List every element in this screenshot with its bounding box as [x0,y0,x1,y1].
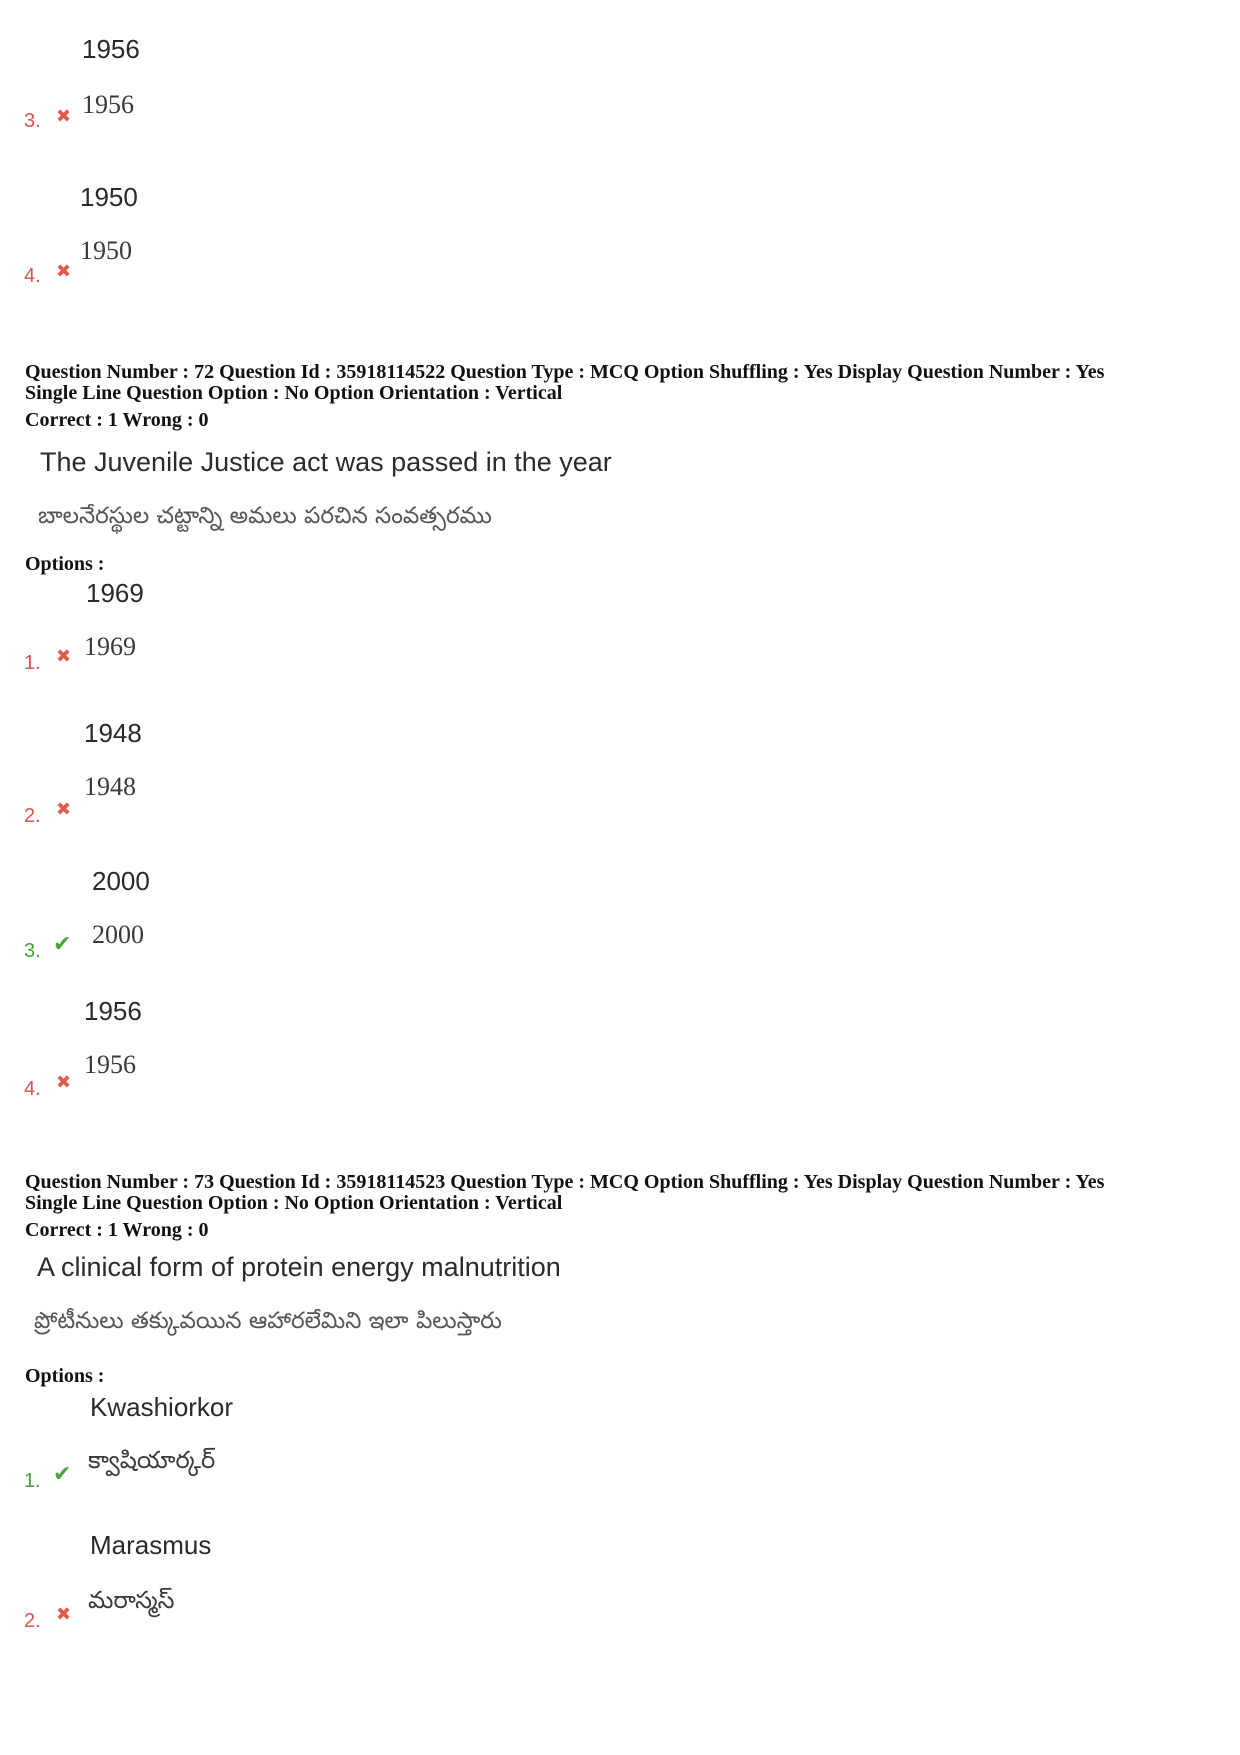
wrong-mark-icon: ✖ [56,646,72,667]
option-number: 4. [24,265,41,287]
question-meta-line-1: Question Number : 73 Question Id : 35918114523 Question Type : MCQ Option Shuffling : Yes Display Question Number : Yes [25,1171,1105,1193]
option-main-text: 1950 [80,182,138,212]
question-text-english: A clinical form of protein energy malnutrition [37,1252,561,1282]
wrong-mark-icon: ✖ [56,1604,72,1625]
option-number: 2. [24,805,41,827]
option-sub-text: 1969 [84,632,136,661]
question-text-telugu: ప్రోటీనులు తక్కువయిన ఆహారలేమిని ఇలా పిలుస్తారు [34,1308,502,1334]
option-main-text: Marasmus [90,1530,212,1560]
check-mark-icon: ✔ [53,1462,72,1487]
option-main-text: 1956 [82,34,140,64]
question-text-english: The Juvenile Justice act was passed in the year [40,447,612,477]
wrong-mark-icon: ✖ [56,1072,72,1093]
option-sub-text: 1956 [84,1050,136,1079]
option-sub-text: క్వాషియార్కర్ [88,1446,216,1474]
option-main-text: Kwashiorkor [90,1392,234,1422]
wrong-mark-icon: ✖ [56,106,72,127]
question-marks-line: Correct : 1 Wrong : 0 [25,409,209,431]
option-number: 4. [24,1078,41,1100]
option-number: 1. [24,652,41,674]
option-main-text: 1956 [84,996,142,1026]
options-label: Options : [25,553,105,575]
wrong-mark-icon: ✖ [56,261,72,282]
option-sub-text: 1956 [82,90,134,119]
option-main-text: 1969 [86,578,144,608]
option-sub-text: 1950 [80,236,132,265]
option-number: 3. [24,940,41,962]
option-sub-text: 1948 [84,772,136,801]
option-number: 2. [24,1610,41,1632]
wrong-mark-icon: ✖ [56,799,72,820]
question-meta-line-1: Question Number : 72 Question Id : 35918114522 Question Type : MCQ Option Shuffling : Yes Display Question Number : Yes [25,361,1105,383]
question-text-telugu: బాలనేరస్థుల చట్టాన్ని అమలు పరచిన సంవత్సరము [38,503,492,529]
question-meta-line-2: Single Line Question Option : No Option Orientation : Vertical [25,1192,563,1214]
question-meta-line-2: Single Line Question Option : No Option Orientation : Vertical [25,382,563,404]
question-marks-line: Correct : 1 Wrong : 0 [25,1219,209,1241]
check-mark-icon: ✔ [53,932,72,957]
option-main-text: 1948 [84,718,142,748]
option-main-text: 2000 [92,866,150,896]
option-sub-text: మరాస్మస్ [88,1586,175,1614]
option-number: 3. [24,110,41,132]
option-number: 1. [24,1470,41,1492]
options-label: Options : [25,1365,105,1387]
option-sub-text: 2000 [92,920,144,949]
